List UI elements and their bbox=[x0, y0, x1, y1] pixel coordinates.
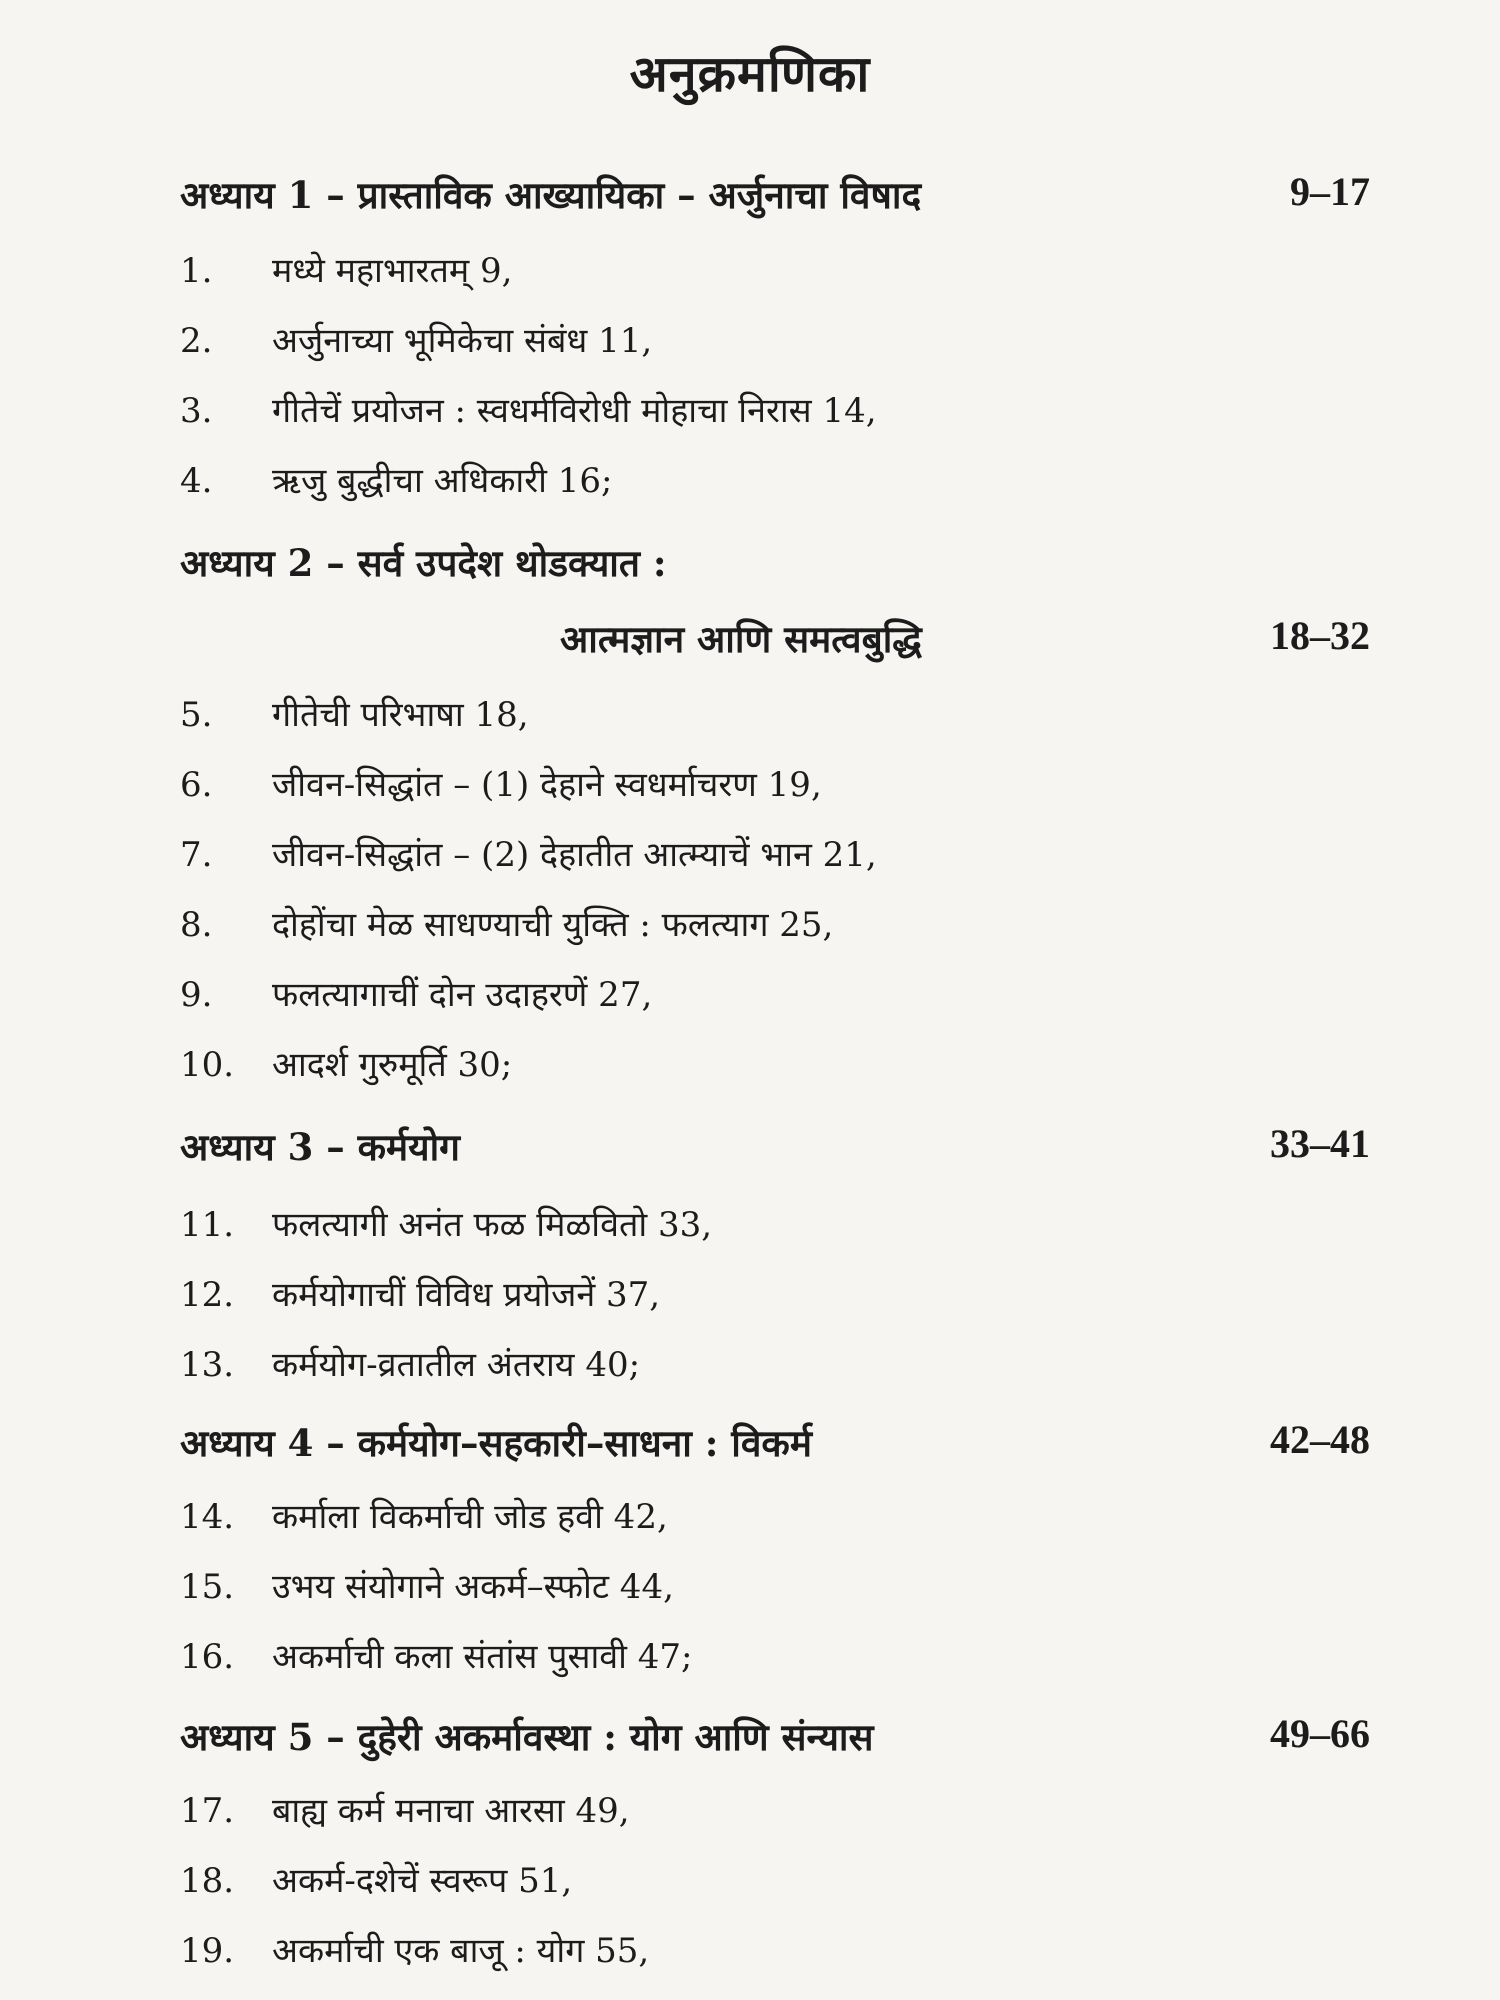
item-number: 2. bbox=[180, 321, 213, 361]
item-text: फलत्यागी अनंत फळ मिळवितो 33, bbox=[272, 1205, 713, 1245]
item-text: आदर्श गुरुमूर्ति 30; bbox=[272, 1045, 513, 1085]
chapter-3-heading bbox=[180, 1120, 1370, 1180]
list-item bbox=[180, 1200, 1280, 1246]
item-text: अर्जुनाच्या भूमिकेचा संबंध 11, bbox=[272, 321, 653, 361]
item-text: गीतेचें प्रयोजन : स्वधर्मविरोधी मोहाचा निरास 14, bbox=[272, 391, 877, 431]
item-text: कर्मयोगाचीं विविध प्रयोजनें 37, bbox=[272, 1275, 661, 1315]
list-item bbox=[180, 316, 1280, 362]
item-number: 10. bbox=[180, 1045, 235, 1085]
item-text: जीवन-सिद्धांत – (1) देहाने स्वधर्माचरण 19, bbox=[272, 765, 822, 805]
item-text: मध्ये महाभारतम् 9, bbox=[272, 251, 513, 291]
item-text: उभय संयोगाने अकर्म–स्फोट 44, bbox=[272, 1567, 674, 1607]
list-item bbox=[180, 970, 1280, 1016]
item-number: 18. bbox=[180, 1861, 235, 1901]
item-number: 9. bbox=[180, 975, 213, 1015]
chapter-1-heading bbox=[180, 168, 1370, 228]
item-number: 16. bbox=[180, 1637, 235, 1677]
item-number: 14. bbox=[180, 1497, 235, 1537]
chapter-subtitle: आत्मज्ञान आणि समत्वबुद्धि bbox=[560, 617, 922, 661]
item-number: 8. bbox=[180, 905, 213, 945]
chapter-page-range: 33–41 bbox=[1270, 1121, 1370, 1166]
list-item bbox=[180, 386, 1280, 432]
chapter-page-range: 42–48 bbox=[1270, 1417, 1370, 1462]
chapter-page-range: 49–66 bbox=[1270, 1711, 1370, 1756]
chapter-title: अध्याय 5 – दुहेरी अकर्मावस्था : योग आणि संन्यास bbox=[180, 1715, 874, 1759]
item-text: अकर्माची एक बाजू : योग 55, bbox=[272, 1931, 650, 1971]
list-item bbox=[180, 690, 1280, 736]
item-number: 3. bbox=[180, 391, 213, 431]
item-text: दोहोंचा मेळ साधण्याची युक्ति : फलत्याग 25, bbox=[272, 905, 834, 945]
item-number: 7. bbox=[180, 835, 213, 875]
list-item bbox=[180, 1786, 1280, 1832]
item-number: 17. bbox=[180, 1791, 235, 1831]
list-item bbox=[180, 760, 1280, 806]
item-text: कर्मयोग-व्रतातील अंतराय 40; bbox=[272, 1345, 641, 1385]
item-number: 5. bbox=[180, 695, 213, 735]
list-item bbox=[180, 1492, 1280, 1538]
item-text: कर्माला विकर्माची जोड हवी 42, bbox=[272, 1497, 668, 1537]
item-number: 13. bbox=[180, 1345, 235, 1385]
item-text: ऋजु बुद्धीचा अधिकारी 16; bbox=[272, 461, 613, 501]
list-item bbox=[180, 1270, 1280, 1316]
chapter-page-range: 18–32 bbox=[1270, 613, 1370, 658]
list-item bbox=[180, 1856, 1280, 1902]
list-item bbox=[180, 456, 1280, 502]
chapter-2-heading bbox=[180, 536, 1370, 661]
item-text: फलत्यागाचीं दोन उदाहरणें 27, bbox=[272, 975, 653, 1015]
item-text: जीवन-सिद्धांत – (2) देहातीत आत्म्याचें भान 21, bbox=[272, 835, 877, 875]
list-item bbox=[180, 900, 1280, 946]
item-text: गीतेची परिभाषा 18, bbox=[272, 695, 529, 735]
item-number: 15. bbox=[180, 1567, 235, 1607]
chapter-title: अध्याय 4 – कर्मयोग–सहकारी–साधना : विकर्म bbox=[180, 1421, 812, 1465]
item-number: 6. bbox=[180, 765, 213, 805]
item-number: 19. bbox=[180, 1931, 235, 1971]
list-item bbox=[180, 830, 1280, 876]
item-number: 1. bbox=[180, 251, 213, 291]
chapter-title: अध्याय 1 – प्रास्ताविक आख्यायिका – अर्जुनाचा विषाद bbox=[180, 173, 922, 217]
item-text: बाह्य कर्म मनाचा आरसा 49, bbox=[272, 1791, 630, 1831]
chapter-title: अध्याय 3 – कर्मयोग bbox=[180, 1125, 460, 1169]
chapter-4-heading bbox=[180, 1416, 1370, 1476]
list-item bbox=[180, 1340, 1280, 1386]
item-number: 12. bbox=[180, 1275, 235, 1315]
page-title: अनुक्रमणिका bbox=[629, 44, 871, 103]
list-item bbox=[180, 1040, 1280, 1086]
item-number: 11. bbox=[180, 1205, 235, 1245]
list-item bbox=[180, 246, 1280, 292]
chapter-page-range: 9–17 bbox=[1290, 169, 1370, 214]
list-item bbox=[180, 1926, 1280, 1972]
chapter-5-heading bbox=[180, 1710, 1370, 1770]
item-number: 4. bbox=[180, 461, 213, 501]
list-item bbox=[180, 1632, 1280, 1678]
item-text: अकर्माची कला संतांस पुसावी 47; bbox=[272, 1637, 693, 1677]
item-text: अकर्म-दशेचें स्वरूप 51, bbox=[272, 1861, 573, 1901]
chapter-title: अध्याय 2 – सर्व उपदेश थोडक्यात : bbox=[180, 541, 667, 585]
list-item bbox=[180, 1562, 1280, 1608]
